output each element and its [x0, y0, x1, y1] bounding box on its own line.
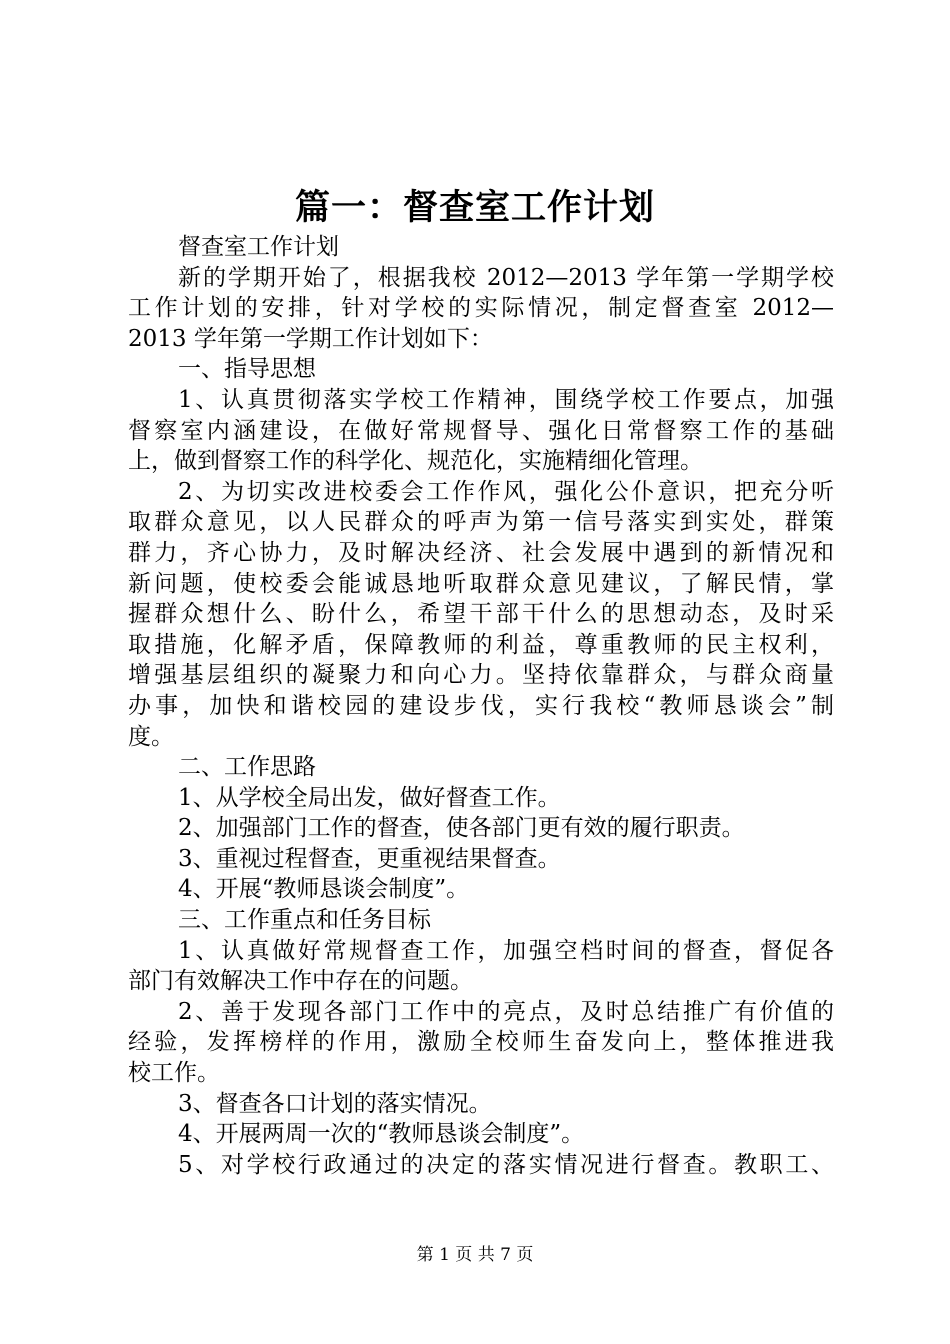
text-line: 5、对学校行政通过的决定的落实情况进行督查。教职工、	[178, 1151, 834, 1178]
text-line: 校工作。	[128, 1060, 220, 1087]
text-line: 2、加强部门工作的督查，使各部门更有效的履行职责。	[178, 815, 745, 842]
text-line: 握群众想什么、盼什么，希望干部干什么的思想动态，及时采	[128, 601, 834, 628]
text-line: 1、从学校全局出发，做好督查工作。	[178, 784, 561, 811]
text-line: 办事，加快和谐校园的建设步伐，实行我校“教师恳谈会”制	[128, 692, 834, 719]
text-line: 上，做到督察工作的科学化、规范化，实施精细化管理。	[128, 448, 703, 475]
text-line: 2013 学年第一学期工作计划如下：	[128, 325, 493, 352]
text-line: 取群众意见，以人民群众的呼声为第一信号落实到实处，群策	[128, 509, 834, 536]
text-line: 三、工作重点和任务目标	[178, 907, 431, 934]
text-line: 督察室内涵建设，在做好常规督导、强化日常督察工作的基础	[128, 417, 834, 444]
text-line: 部门有效解决工作中存在的问题。	[128, 968, 473, 995]
text-line: 督查室工作计划	[178, 234, 339, 260]
document-body	[128, 232, 834, 1180]
text-line: 新问题，使校委会能诚恳地听取群众意见建议，了解民情，掌	[128, 570, 834, 597]
text-line: 增强基层组织的凝聚力和向心力。坚持依靠群众，与群众商量	[128, 662, 834, 689]
text-line: 4、开展两周一次的“教师恳谈会制度”。	[178, 1121, 585, 1148]
text-line: 取措施，化解矛盾，保障教师的利益，尊重教师的民主权利，	[128, 631, 834, 658]
text-line: 一、指导思想	[178, 356, 316, 383]
text-line: 经验，发挥榜样的作用，激励全校师生奋发向上，整体推进我	[128, 1029, 834, 1056]
text-line: 2、善于发现各部门工作中的亮点，及时总结推广有价值的	[178, 998, 834, 1025]
text-line: 3、督查各口计划的落实情况。	[178, 1090, 492, 1117]
text-line: 群力，齐心协力，及时解决经济、社会发展中遇到的新情况和	[128, 539, 834, 566]
document-title: 篇一：督查室工作计划	[294, 188, 655, 228]
text-line: 工作计划的安排，针对学校的实际情况，制定督查室 2012—	[128, 295, 834, 322]
text-line: 1、认真贯彻落实学校工作精神，围绕学校工作要点，加强	[178, 386, 834, 413]
text-line: 二、工作思路	[178, 754, 316, 781]
text-line: 1、认真做好常规督查工作，加强空档时间的督查，督促各	[178, 937, 834, 964]
page-footer: 第 1 页 共 7 页	[416, 1245, 534, 1265]
text-line: 4、开展“教师恳谈会制度”。	[178, 876, 470, 903]
text-line: 新的学期开始了，根据我校 2012—2013 学年第一学期学校	[178, 264, 834, 291]
text-line: 3、重视过程督查，更重视结果督查。	[178, 845, 561, 872]
text-line: 度。	[128, 723, 174, 750]
text-line: 2、为切实改进校委会工作作风，强化公仆意识，把充分听	[178, 478, 834, 505]
